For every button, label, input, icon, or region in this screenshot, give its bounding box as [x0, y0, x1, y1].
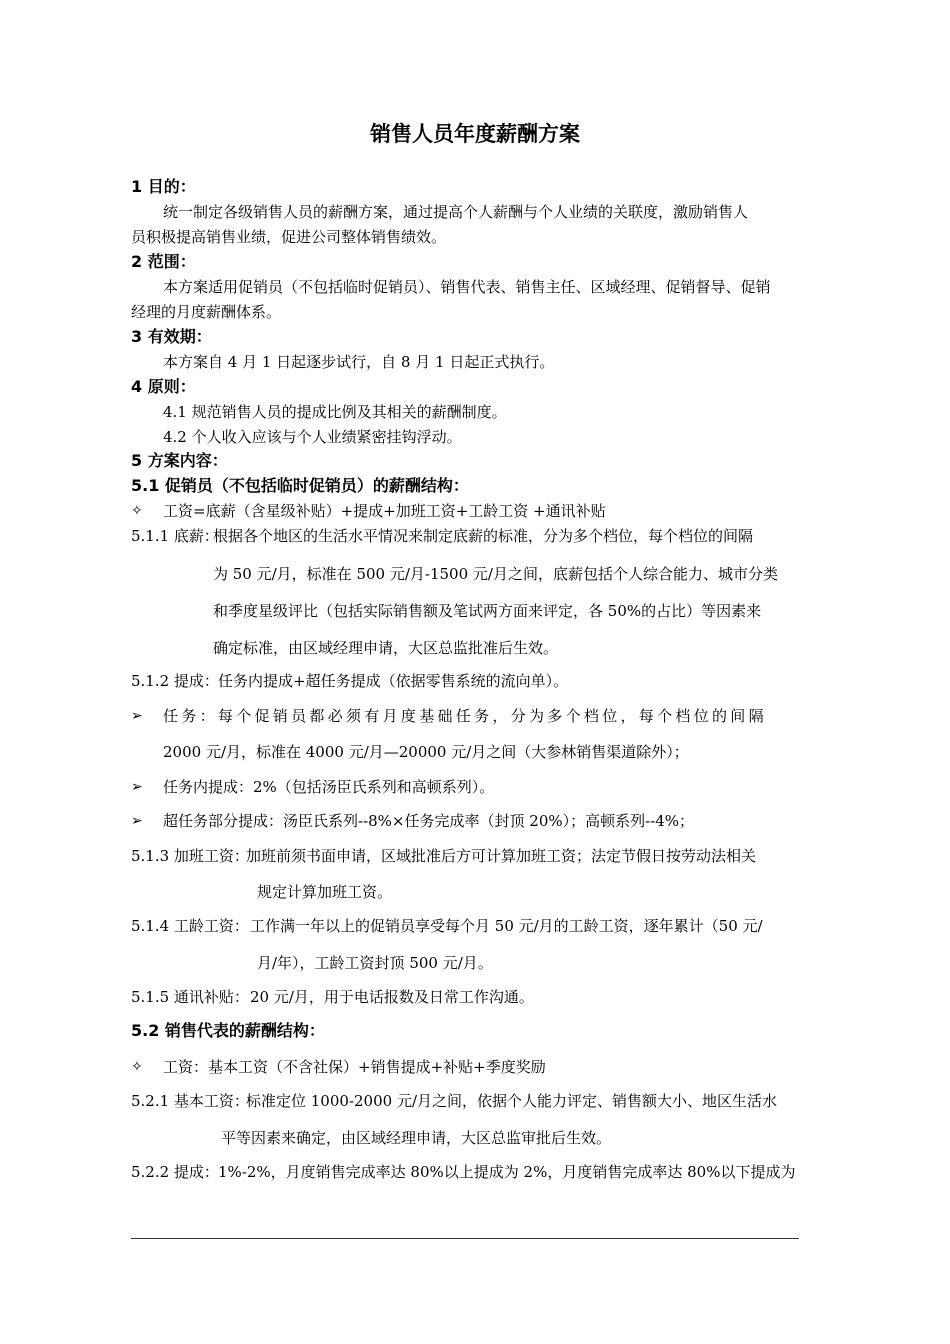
page-title: 销售人员年度薪酬方案	[370, 121, 580, 146]
section-3-heading: 3 有效期：	[131, 327, 212, 346]
section-2-line-1: 本方案适用促销员（不包括临时促销员）、销售代表、销售主任、区域经理、促销督导、促销	[163, 278, 771, 296]
item-5-1-1-line-2: 为 50 元/月，标准在 500 元/月-1500 元/月之间，底薪包括个人综合能力、城市分类	[213, 565, 778, 583]
bullet-over-task-commission: 超任务部分提成：汤臣氏系列--8%×任务完成率（封顶 20%）；高顿系列--4%；	[163, 812, 695, 830]
section-2-heading: 2 范围：	[131, 252, 196, 271]
arrow-bullet-icon: ➢	[131, 813, 143, 829]
item-5-1-4-line-2: 月/年），工龄工资封顶 500 元/月。	[257, 954, 493, 972]
section-1-line-2: 员积极提高销售业绩，促进公司整体销售绩效。	[131, 228, 447, 246]
section-5-heading: 5 方案内容：	[131, 451, 228, 470]
item-5-2-1-line-2: 平等因素来确定，由区域经理申请，大区总监审批后生效。	[221, 1129, 612, 1147]
item-5-1-4-line-1: 工作满一年以上的促销员享受每个月 50 元/月的工龄工资，逐年累计（50 元/	[250, 917, 763, 935]
arrow-bullet-icon: ➢	[131, 779, 143, 795]
item-5-1-3-label: 5.1.3 加班工资：	[131, 847, 249, 865]
item-5-1-4-label: 5.1.4 工龄工资：	[131, 917, 249, 935]
footer-divider	[131, 1238, 799, 1239]
bullet-task-line-2: 2000 元/月，标准在 4000 元/月—20000 元/月之间（大参林销售渠道除外）；	[163, 743, 689, 761]
item-5-1-1-label: 5.1.1 底薪：	[131, 527, 219, 545]
arrow-bullet-icon: ➢	[131, 708, 143, 724]
section-4-heading: 4 原则：	[131, 377, 196, 396]
item-5-1-5-label: 5.1.5 通讯补贴：	[131, 988, 249, 1006]
principle-4-2: 4.2 个人收入应该与个人业绩紧密挂钩浮动。	[163, 428, 462, 446]
section-2-line-2: 经理的月度薪酬体系。	[131, 303, 282, 321]
section-1-line-1: 统一制定各级销售人员的薪酬方案，通过提高个人薪酬与个人业绩的关联度，激励销售人	[163, 203, 749, 221]
section-5-2-heading: 5.2 销售代表的薪酬结构：	[131, 1021, 325, 1040]
section-5-1-heading: 5.1 促销员（不包括临时促销员）的薪酬结构：	[131, 476, 469, 495]
bullet-task-line-1: 任务：每个促销员都必须有月度基础任务，分为多个档位，每个档位的间隔	[163, 707, 767, 725]
section-1-heading: 1 目的：	[131, 177, 196, 196]
item-5-1-3-line-1: 加班前须书面申请，区域批准后方可计算加班工资；法定节假日按劳动法相关	[246, 847, 757, 865]
item-5-2-2-line-1: 1%-2%，月度销售完成率达 80%以上提成为 2%，月度销售完成率达 80%以下提成为	[218, 1163, 796, 1181]
item-5-1-1-line-1: 根据各个地区的生活水平情况来制定底薪的标准，分为多个档位，每个档位的间隔	[213, 527, 754, 545]
item-5-2-2-label: 5.2.2 提成：	[131, 1163, 219, 1181]
item-5-1-5-text: 20 元/月，用于电话报数及日常工作沟通。	[250, 988, 534, 1006]
item-5-2-1-label: 5.2.1 基本工资：	[131, 1092, 249, 1110]
salary-formula-5-2: 工资：基本工资（不含社保）+销售提成+补贴+季度奖励	[163, 1058, 546, 1076]
diamond-bullet-icon: ✧	[131, 503, 143, 519]
section-3-line-1: 本方案自 4 月 1 日起逐步试行，自 8 月 1 日起正式执行。	[163, 353, 555, 371]
diamond-bullet-icon: ✧	[131, 1059, 143, 1075]
item-5-1-1-line-4: 确定标准，由区域经理申请，大区总监批准后生效。	[213, 639, 559, 657]
principle-4-1: 4.1 规范销售人员的提成比例及其相关的薪酬制度。	[163, 403, 507, 421]
bullet-in-task-commission: 任务内提成：2%（包括汤臣氏系列和高顿系列）。	[163, 778, 495, 796]
item-5-1-3-line-2: 规定计算加班工资。	[257, 883, 393, 901]
item-5-1-2-label: 5.1.2 提成：	[131, 672, 219, 690]
salary-formula-5-1: 工资=底薪（含星级补贴）+提成+加班工资+工龄工资 +通讯补贴	[163, 502, 606, 520]
item-5-1-2-text: 任务内提成+超任务提成（依据零售系统的流向单）。	[218, 672, 569, 690]
item-5-1-1-line-3: 和季度星级评比（包括实际销售额及笔试两方面来评定，各 50%的占比）等因素来	[213, 602, 762, 620]
item-5-2-1-line-1: 标准定位 1000-2000 元/月之间，依据个人能力评定、销售额大小、地区生活水	[246, 1092, 778, 1110]
